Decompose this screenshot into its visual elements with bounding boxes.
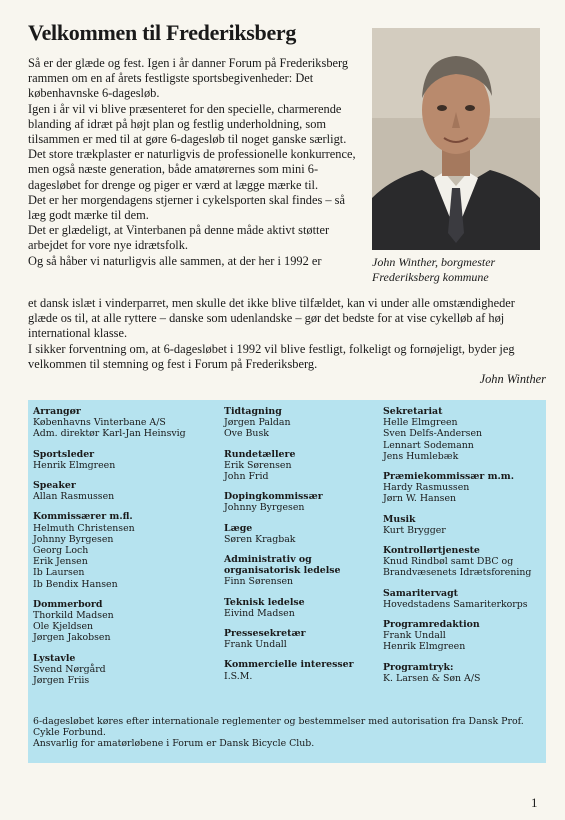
- credit-role: Teknisk ledelse: [224, 596, 305, 608]
- credits-column-1: [33, 406, 203, 695]
- credit-group: [224, 628, 384, 650]
- credit-name: Jørgen Jakobsen: [33, 632, 111, 644]
- credit-group: [383, 406, 543, 462]
- credit-name: Frank Undall: [224, 639, 287, 651]
- credit-name: Lennart Sodemann: [383, 439, 474, 451]
- credit-group: [383, 619, 543, 653]
- credits-footnote: [33, 716, 538, 750]
- credit-role: Dopingkommissær: [224, 491, 323, 503]
- credit-name: Frank Undall: [383, 630, 446, 642]
- credit-name: Eivind Madsen: [224, 607, 295, 619]
- photo-caption: [372, 255, 547, 285]
- credit-role: Sekretariat: [383, 406, 443, 417]
- intro-text: [28, 56, 360, 269]
- credit-group: [383, 514, 543, 536]
- credit-name: K. Larsen & Søn A/S: [383, 672, 481, 684]
- credit-role: Læge: [224, 522, 253, 534]
- credit-name: Svend Nørgård: [33, 663, 106, 675]
- paragraph: Det store trækplaster er naturligvis de professionelle konkurrence, men også næste generation, både amatørernes som mini 6-dagesløbet for drenge og piger er værd at lægge mærke til.: [28, 147, 356, 192]
- credit-group: [224, 659, 384, 681]
- credit-role: Præmiekommissær m.m.: [383, 471, 514, 483]
- credit-name: Hovedstadens Samariterkorps: [383, 598, 528, 610]
- credit-name: Jørn W. Hansen: [383, 493, 457, 505]
- paragraph: Og så håber vi naturligvis alle sammen, at der her i 1992 er: [28, 253, 322, 268]
- credit-name: Helmuth Christensen: [33, 522, 135, 534]
- credit-role: Sportsleder: [33, 448, 95, 460]
- credit-name: Erik Jensen: [33, 556, 88, 568]
- credit-group: [224, 491, 384, 513]
- footnote-line: 6-dagesløbet køres efter internationale reglementer og bestemmelser med autorisation fra Dansk Prof. Cykle Forbund.: [33, 716, 524, 739]
- credit-name: Brandvæsenets Idrætsforening: [383, 567, 532, 579]
- credit-group: [224, 523, 384, 545]
- paragraph: Det er her morgendagens stjerner i cykelsporten skal findes – så læg godt mærke til dem.: [28, 192, 346, 223]
- credit-role: Administrativ og organisatorisk ledelse: [224, 554, 341, 577]
- footnote-line: Ansvarlig for amatørløbene i Forum er Dansk Bicycle Club.: [33, 738, 315, 750]
- credit-name: Kurt Brygger: [383, 524, 446, 536]
- credit-role: Kommissærer m.fl.: [33, 511, 133, 523]
- credit-group: [383, 471, 543, 505]
- paragraph: et dansk islæt i vinderparret, men skulle det ikke blive tilfældet, kan vi under alle omstændigheder glæde os til, at alle ryttere – danske som udenlandske – gør det bedste for at vise cykelløb af høj international klasse.: [28, 296, 515, 341]
- credit-group: [33, 511, 203, 589]
- credit-name: Finn Sørensen: [224, 576, 294, 588]
- credit-group: [224, 449, 384, 483]
- credit-group: [33, 653, 203, 687]
- paragraph: Så er der glæde og fest. Igen i år danner Forum på Frederiksberg rammen om en af årets festligste sportsbegivenheder: Det københavnske 6-dagesløb.: [28, 56, 349, 101]
- signature: John Winther: [479, 372, 546, 387]
- credit-group: [383, 588, 543, 610]
- page-number: 1: [531, 795, 538, 810]
- credit-group: [383, 545, 543, 579]
- page-title: Velkommen til Frederiksberg: [28, 20, 297, 45]
- credits-box: [28, 400, 546, 763]
- credit-name: Ole Kjeldsen: [33, 621, 94, 633]
- credit-role: Samaritervagt: [383, 587, 458, 599]
- caption-line: Frederiksberg kommune: [372, 270, 489, 284]
- credit-name: Københavns Vinterbane A/S: [33, 417, 166, 429]
- credit-name: I.S.M.: [224, 670, 253, 682]
- paragraph: I sikker forventning om, at 6-dagesløbet i 1992 vil blive festligt, folkeligt og fornøjeligt, byder jeg velkommen til stemning og fest i Forum på Frederiksberg.: [28, 341, 515, 371]
- credit-role: Lystavle: [33, 652, 76, 664]
- caption-line: John Winther, borgmester: [372, 255, 496, 269]
- credit-name: Georg Loch: [33, 545, 89, 557]
- credit-name: Adm. direktør Karl-Jan Heinsvig: [33, 428, 186, 440]
- credit-name: Jens Humlebæk: [383, 450, 459, 462]
- credit-name: Ib Laursen: [33, 567, 85, 579]
- credit-name: Ib Bendix Hansen: [33, 578, 118, 590]
- credit-role: Dommerbord: [33, 598, 103, 610]
- credit-role: Musik: [383, 513, 416, 525]
- credit-name: Erik Sørensen: [224, 459, 292, 471]
- credit-name: Jørgen Friis: [33, 675, 90, 687]
- credit-name: Søren Kragbak: [224, 533, 296, 545]
- credit-role: Programtryk:: [383, 661, 454, 673]
- credit-name: Ove Busk: [224, 428, 269, 440]
- closing-text: [28, 296, 546, 387]
- credit-role: Speaker: [33, 480, 76, 492]
- credit-group: [224, 554, 384, 588]
- credit-role: Rundetællere: [224, 448, 296, 460]
- credit-name: Henrik Elmgreen: [33, 459, 116, 471]
- credit-group: [224, 406, 384, 440]
- credit-group: [33, 599, 203, 644]
- credit-name: Knud Rindbøl samt DBC og: [383, 556, 514, 568]
- credit-group: [33, 449, 203, 471]
- credit-name: Johnny Byrgesen: [33, 533, 114, 545]
- credit-name: John Frid: [224, 471, 269, 483]
- credit-group: [224, 597, 384, 619]
- credit-role: Pressesekretær: [224, 628, 306, 640]
- credit-role: Kommercielle interesser: [224, 659, 354, 671]
- credit-name: Allan Rasmussen: [33, 491, 115, 503]
- portrait-illustration: [372, 28, 540, 250]
- credit-group: [33, 480, 203, 502]
- paragraph: Igen i år vil vi blive præsenteret for den specielle, charmerende blanding af idræt på højt plan og festlig underholdning, som tilsammen er med til at gøre 6-dagesløb til noget ganske særligt.: [28, 101, 347, 147]
- credit-name: Sven Delfs-Andersen: [383, 428, 483, 440]
- credit-name: Hardy Rasmussen: [383, 482, 470, 494]
- credit-group: [33, 406, 203, 440]
- credit-role: Programredaktion: [383, 619, 480, 631]
- credits-column-3: [383, 406, 543, 693]
- credit-name: Thorkild Madsen: [33, 610, 114, 622]
- portrait-photo: [372, 28, 540, 250]
- credit-role: Arrangør: [33, 406, 81, 417]
- credit-name: Helle Elmgreen: [383, 417, 458, 429]
- credit-name: Henrik Elmgreen: [383, 641, 466, 653]
- credit-role: Kontrollørtjeneste: [383, 545, 480, 557]
- credit-role: Tidtagning: [224, 406, 282, 417]
- credits-column-2: [224, 406, 384, 691]
- paragraph: Det er glædeligt, at Vinterbanen på denne måde aktivt støtter arbejdet for vore nye idrætsfolk.: [28, 223, 330, 253]
- credit-name: Jørgen Paldan: [224, 417, 291, 429]
- credit-name: Johnny Byrgesen: [224, 502, 305, 514]
- credit-group: [383, 662, 543, 684]
